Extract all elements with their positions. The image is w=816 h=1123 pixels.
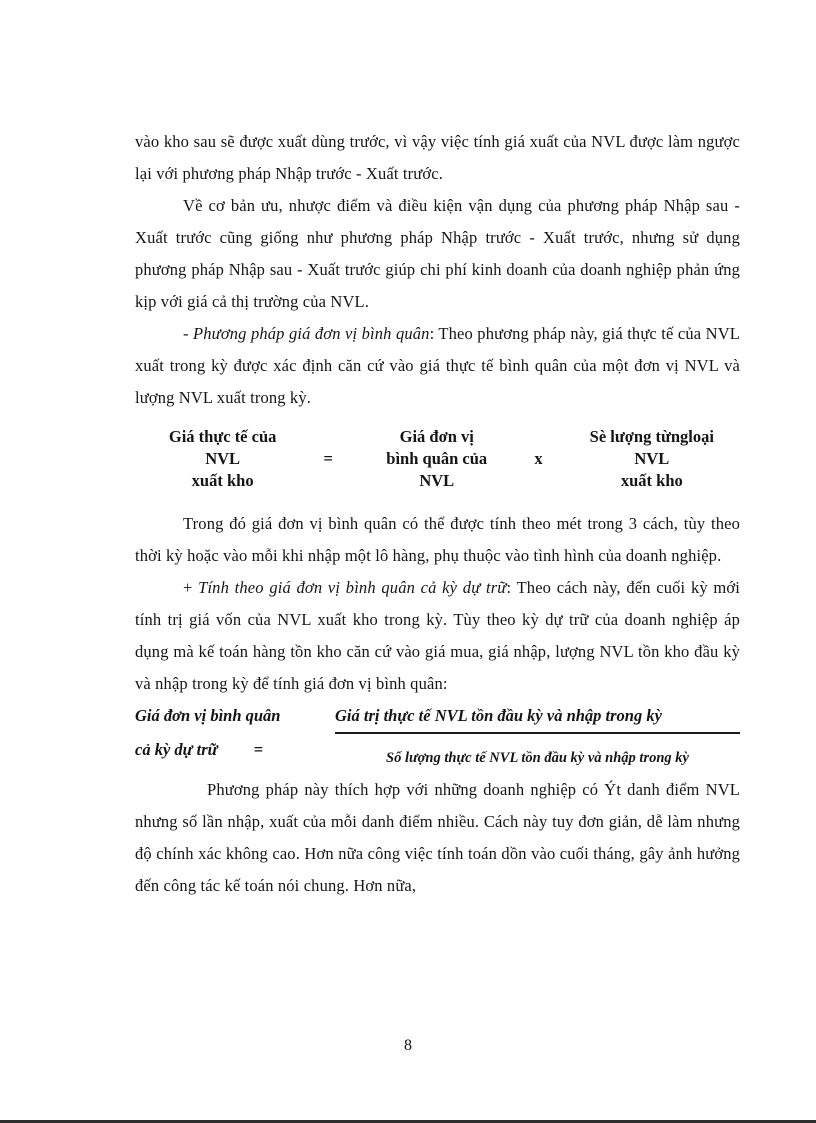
paragraph-prefix: +	[183, 578, 199, 597]
paragraph-italic-term: Phương pháp giá đơn vị bình quân	[193, 324, 430, 343]
formula-line: NVL	[634, 449, 670, 468]
paragraph-lifo-evaluation: Về cơ bản ưu, nhược điểm và điều kiện vận dụng của phương pháp Nhập sau - Xuất trước cũng giống như phương pháp Nhập trước - Xuất trước, nhưng sử dụng phương pháp Nhập sau - Xuất trước giúp chi phí kinh doanh của doanh nghiệp phản ứng kịp với giá cả thị trường của NVL.	[135, 196, 740, 311]
paragraph-period-average	[135, 572, 740, 700]
paragraph-italic-term: Tính theo giá đơn vị bình quân cả kỳ dự trữ	[198, 578, 507, 597]
page-number: 8	[404, 1037, 412, 1054]
formula-line: xuất kho	[191, 471, 254, 490]
paragraph-prefix: -	[183, 324, 194, 343]
paragraph-text: : Theo phương pháp này, giá thực tế của NVL xuất trong kỳ được xác định căn cứ vào giá thực tế bình quân của một đơn vị NVL và lượng NVL xuất trong kỳ.	[135, 324, 740, 407]
formula-term-right	[564, 426, 740, 492]
equals-sign: =	[323, 449, 333, 468]
formula-line: xuất kho	[620, 471, 683, 490]
multiply-sign: x	[534, 449, 543, 468]
formula-label-text: cả kỳ dự trữ	[135, 740, 218, 759]
formula-line: Sè lượng từngloại	[589, 427, 714, 446]
formula-label-line2	[135, 738, 263, 762]
paragraph-average-method-intro	[135, 318, 740, 414]
paragraph-lifo-continuation: vào kho sau sẽ được xuất dùng trước, vì vậy việc tính giá xuất của NVL được làm ngược lại với phương pháp Nhập trước - Xuất trước.	[135, 132, 740, 183]
formula-label	[135, 704, 335, 762]
paragraph-text: : Theo cách này, đến cuối kỳ mới tính trị giá vốn của NVL xuất kho trong kỳ. Tùy theo kỳ dự trữ của doanh nghiệp áp dụng mà kế toán hàng tồn kho căn cứ vào giá mua, giá nhập, lượng NVL tồn kho đầu kỳ và nhập trong kỳ để tính giá đơn vị bình quân:	[135, 578, 741, 693]
formula-term-middle	[360, 426, 513, 492]
formula-line: Giá thực tế của	[168, 427, 277, 446]
formula-fraction	[335, 704, 740, 768]
formula-line: bình quân của	[386, 449, 488, 468]
page-content	[135, 126, 740, 902]
formula-line: Giá đơn vị	[399, 427, 474, 446]
fraction-numerator: Giá trị thực tế NVL tồn đầu kỳ và nhập trong kỳ	[335, 704, 740, 734]
formula-period-average	[135, 704, 740, 768]
fraction-denominator: Số lượng thực tế NVL tồn đầu kỳ và nhập trong kỳ	[386, 750, 689, 766]
formula-term-left	[149, 426, 296, 492]
paragraph-three-ways: Trong đó giá đơn vị bình quân có thể được tính theo mét trong 3 cách, tùy theo thời kỳ hoặc vào mỗi khi nhập một lô hàng, phụ thuộc vào tình hình của doanh nghiệp.	[135, 514, 740, 565]
formula-label-line1: Giá đơn vị bình quân	[135, 706, 281, 725]
formula-actual-price	[149, 426, 740, 492]
equals-sign: =	[253, 740, 263, 759]
formula-line: NVL	[205, 449, 241, 468]
formula-line: NVL	[419, 471, 455, 490]
paragraph-method-assessment: Phương pháp này thích hợp với những doanh nghiệp có Ýt danh điểm NVL nhưng số lần nhập, xuất của mỗi danh điểm nhiều. Cách này tuy đơn giản, dễ làm nhưng độ chính xác không cao. Hơn nữa công việc tính toán dồn vào cuối tháng, gây ảnh hưởng đến công tác kế toán nói chung. Hơn nữa,	[135, 780, 740, 895]
